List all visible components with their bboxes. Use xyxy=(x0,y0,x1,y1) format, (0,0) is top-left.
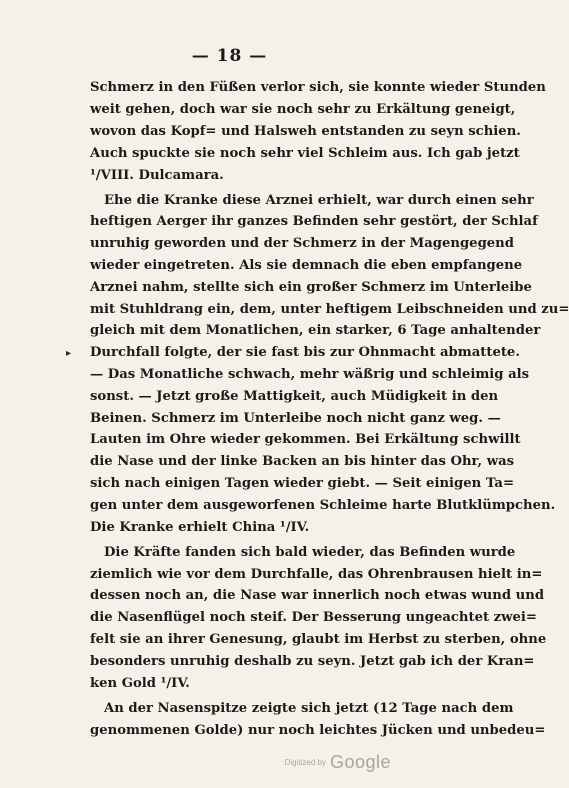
text-line: An der Nasenspitze zeigte sich jetzt (12 Tage nach dem xyxy=(104,701,514,716)
text-line: dessen noch an, die Nase war innerlich noch etwas wund und xyxy=(90,588,545,603)
text-line: ziemlich wie vor dem Durchfalle, das Ohrenbrausen hielt in= xyxy=(90,567,543,582)
digitized-watermark xyxy=(285,752,391,773)
text-line: ¹/VIII. Dulcamara. xyxy=(90,168,224,183)
text-line: — Das Monatliche schwach, mehr wäßrig und schleimig als xyxy=(90,367,530,382)
text-line: unruhig geworden und der Schmerz in der Magengegend xyxy=(90,236,514,251)
text-line: genommenen Golde) nur noch leichtes Jücken und unbedeu= xyxy=(90,723,546,738)
text-line: Die Kräfte fanden sich bald wieder, das Befinden wurde xyxy=(104,545,516,560)
text-line: wovon das Kopf= und Halsweh entstanden zu seyn schien. xyxy=(90,124,521,139)
google-logo: Google xyxy=(329,752,391,772)
text-line: Durchfall folgte, der sie fast bis zur Ohnmacht abmattete. xyxy=(90,345,520,360)
text-line: Die Kranke erhielt China ¹/IV. xyxy=(90,520,310,535)
mark: ▸ xyxy=(66,348,72,359)
text-line: gen unter dem ausgeworfenen Schleime harte Blutklümpchen. xyxy=(90,498,556,513)
text-line: heftigen Aerger ihr ganzes Befinden sehr gestört, der Schlaf xyxy=(90,214,538,229)
text-line: Arznei nahm, stellte sich ein großer Schmerz im Unterleibe xyxy=(90,280,532,295)
text-line: sonst. — Jetzt große Mattigkeit, auch Müdigkeit in den xyxy=(90,389,499,404)
text-line: Auch spuckte sie noch sehr viel Schleim aus. Ich gab jetzt xyxy=(90,146,520,161)
text-line: mit Stuhldrang ein, dem, unter heftigem Leibschneiden und zu= xyxy=(90,302,569,317)
text-line: wieder eingetreten. Als sie demnach die eben empfangene xyxy=(90,258,523,273)
page-number: — 18 — xyxy=(191,46,268,66)
digitized-by-label: Digitized by xyxy=(284,758,326,767)
text-line: ken Gold ¹/IV. xyxy=(90,676,190,691)
text-line: weit gehen, doch war sie noch sehr zu Erkältung geneigt, xyxy=(90,102,516,117)
text-line: Ehe die Kranke diese Arznei erhielt, war durch einen sehr xyxy=(104,193,534,208)
text-line: Beinen. Schmerz im Unterleibe noch nicht ganz weg. — xyxy=(90,411,501,426)
text-line: die Nase und der linke Backen an bis hinter das Ohr, was xyxy=(90,454,515,469)
text-line: felt sie an ihrer Genesung, glaubt im Herbst zu sterben, ohne xyxy=(90,632,547,647)
text-line: besonders unruhig deshalb zu seyn. Jetzt gab ich der Kran= xyxy=(90,654,535,669)
text-line: Lauten im Ohre wieder gekommen. Bei Erkältung schwillt xyxy=(90,432,521,447)
text-line: sich nach einigen Tagen wieder giebt. — Seit einigen Ta= xyxy=(90,476,514,491)
text-line: die Nasenflügel noch steif. Der Besserung ungeachtet zwei= xyxy=(90,610,537,625)
text-line: Schmerz in den Füßen verlor sich, sie konnte wieder Stunden xyxy=(90,80,546,95)
text-line: gleich mit dem Monatlichen, ein starker, 6 Tage anhaltender xyxy=(90,323,541,338)
